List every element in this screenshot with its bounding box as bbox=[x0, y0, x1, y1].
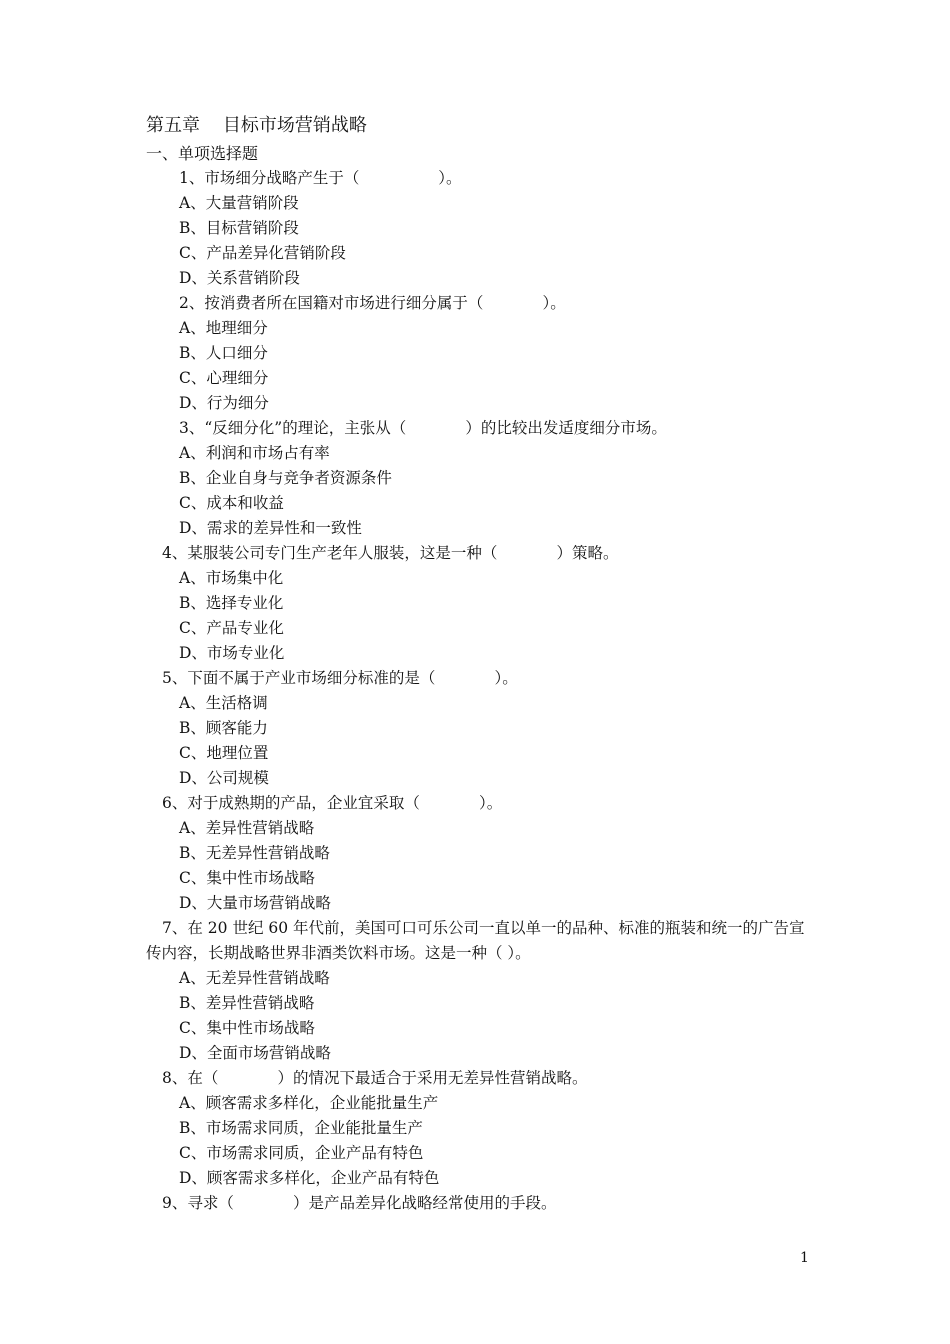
question-3-option-d: D、需求的差异性和一致性 bbox=[179, 519, 362, 537]
question-5-option-d: D、公司规模 bbox=[179, 769, 269, 787]
question-1-option-a: A、大量营销阶段 bbox=[179, 194, 299, 212]
chapter-title: 第五章 目标市场营销战略 bbox=[146, 115, 367, 136]
question-list bbox=[146, 166, 826, 1216]
question-8-option-c: C、市场需求同质，企业产品有特色 bbox=[179, 1144, 424, 1162]
question-8-option-b: B、市场需求同质，企业能批量生产 bbox=[179, 1119, 423, 1137]
question-3-option-c: C、成本和收益 bbox=[179, 494, 284, 512]
question-4-option-c: C、产品专业化 bbox=[179, 619, 284, 637]
question-7-stem: 7、在 20 世纪 60 年代前，美国可口可乐公司一直以单一的品种、标准的瓶装和统一的广告宣传内容，长期战略世界非酒类饮料市场。这是一种（ ）。 bbox=[146, 919, 805, 962]
question-2-option-d: D、行为细分 bbox=[179, 394, 269, 412]
question-7-option-b: B、差异性营销战略 bbox=[179, 994, 315, 1012]
question-5-stem: 5、下面不属于产业市场细分标准的是（ ）。 bbox=[162, 669, 518, 687]
question-4-option-a: A、市场集中化 bbox=[179, 569, 284, 587]
question-4-option-b: B、选择专业化 bbox=[179, 594, 284, 612]
question-3-stem: 3、“反细分化”的理论，主张从（ ）的比较出发适度细分市场。 bbox=[179, 419, 667, 437]
question-8-option-d: D、顾客需求多样化，企业产品有特色 bbox=[179, 1169, 440, 1187]
question-5-option-a: A、生活格调 bbox=[179, 694, 268, 712]
question-1-stem: 1、市场细分战略产生于（ ）。 bbox=[179, 169, 462, 187]
question-6-option-a: A、差异性营销战略 bbox=[179, 819, 315, 837]
question-7-option-a: A、无差异性营销战略 bbox=[179, 969, 330, 987]
question-9-stem: 9、寻求（ ）是产品差异化战略经常使用的手段。 bbox=[162, 1194, 557, 1212]
question-2-option-b: B、人口细分 bbox=[179, 344, 268, 362]
question-7-option-d: D、全面市场营销战略 bbox=[179, 1044, 331, 1062]
question-1-option-b: B、目标营销阶段 bbox=[179, 219, 299, 237]
question-7-option-c: C、集中性市场战略 bbox=[179, 1019, 315, 1037]
page-number: 1 bbox=[800, 1250, 809, 1266]
question-6-option-c: C、集中性市场战略 bbox=[179, 869, 315, 887]
question-6-option-b: B、无差异性营销战略 bbox=[179, 844, 330, 862]
question-5-option-b: B、顾客能力 bbox=[179, 719, 268, 737]
question-8-option-a: A、顾客需求多样化，企业能批量生产 bbox=[179, 1094, 439, 1112]
question-1-option-c: C、产品差异化营销阶段 bbox=[179, 244, 346, 262]
section-heading: 一、单项选择题 bbox=[146, 144, 259, 163]
question-3-option-a: A、利润和市场占有率 bbox=[179, 444, 330, 462]
question-4-option-d: D、市场专业化 bbox=[179, 644, 285, 662]
question-5-option-c: C、地理位置 bbox=[179, 744, 269, 762]
question-6-option-d: D、大量市场营销战略 bbox=[179, 894, 331, 912]
question-8-stem: 8、在（ ）的情况下最适合于采用无差异性营销战略。 bbox=[162, 1069, 588, 1087]
question-2-stem: 2、按消费者所在国籍对市场进行细分属于（ ）。 bbox=[179, 294, 566, 312]
question-2-option-a: A、地理细分 bbox=[179, 319, 268, 337]
question-2-option-c: C、心理细分 bbox=[179, 369, 269, 387]
question-4-stem: 4、某服装公司专门生产老年人服装，这是一种（ ）策略。 bbox=[162, 544, 619, 562]
question-3-option-b: B、企业自身与竞争者资源条件 bbox=[179, 469, 392, 487]
question-1-option-d: D、关系营销阶段 bbox=[179, 269, 300, 287]
question-6-stem: 6、对于成熟期的产品，企业宜采取（ ）。 bbox=[162, 794, 503, 812]
